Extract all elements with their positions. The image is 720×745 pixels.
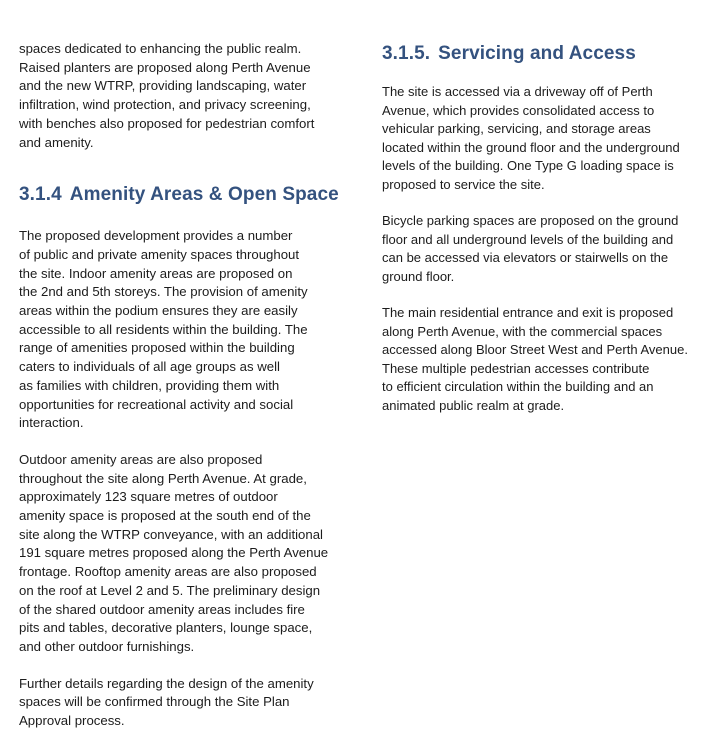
amenity-paragraph-2: Outdoor amenity areas are also proposed throughout the site along Perth Avenue. At grade, approximately 123 square metres of outdoor amenity space is proposed at the south end of the site along the WTRP conveyance, with an additional 191 square metres proposed along the Perth Avenue frontage. Rooftop amenity areas are also proposed on the roof at Level 2 and 5. The preliminary design of the shared outdoor amenity areas includes fire pits and tables, decorative planters, lounge space, and other outdoor furnishings.: [19, 451, 329, 654]
section-title: Amenity Areas & Open Space: [69, 184, 339, 206]
servicing-paragraph-3: The main residential entrance and exit is proposed along Perth Avenue, with the commercial spaces accessed along Bloor Street West and Perth Avenue. These multiple pedestrian accesses contribute to efficient circulation within the building and an animated public realm at grade.: [382, 305, 688, 413]
left-column: [19, 0, 349, 731]
servicing-paragraph-1: The site is accessed via a driveway off of Perth Avenue, which provides consolidated access to vehicular parking, servicing, and storage areas located within the ground floor and the underground levels of the building. One Type G loading space is proposed to service the site.: [382, 84, 680, 192]
section-title: Servicing and Access: [438, 43, 636, 64]
section-number: 3.1.4: [19, 184, 62, 206]
section-number: 3.1.5.: [382, 43, 431, 64]
right-column: [382, 0, 707, 415]
section-heading-3-1-4: [19, 183, 349, 207]
intro-paragraph: spaces dedicated to enhancing the public realm. Raised planters are proposed along Perth Avenue and the new WTRP, providing landscaping, water infiltration, wind protection, and privacy screening, with benches also proposed for pedestrian comfort and amenity.: [19, 41, 315, 150]
servicing-paragraph-2: Bicycle parking spaces are proposed on the ground floor and all underground levels of the building and can be accessed via elevators or stairwells on the ground floor.: [382, 213, 679, 284]
section-heading-3-1-5: [382, 42, 707, 66]
amenity-paragraph-3: Further details regarding the design of the amenity spaces will be confirmed through the Site Plan Approval process.: [19, 675, 314, 729]
amenity-paragraph-1: The proposed development provides a number of public and private amenity spaces throughout the site. Indoor amenity areas are proposed on the 2nd and 5th storeys. The provision of amenity areas within the podium ensures they are easily accessible to all residents within the building. The range of amenities proposed within the building caters to individuals of all age groups as well as families with children, providing them with opportunities for recreational activity and social interaction.: [19, 228, 308, 431]
